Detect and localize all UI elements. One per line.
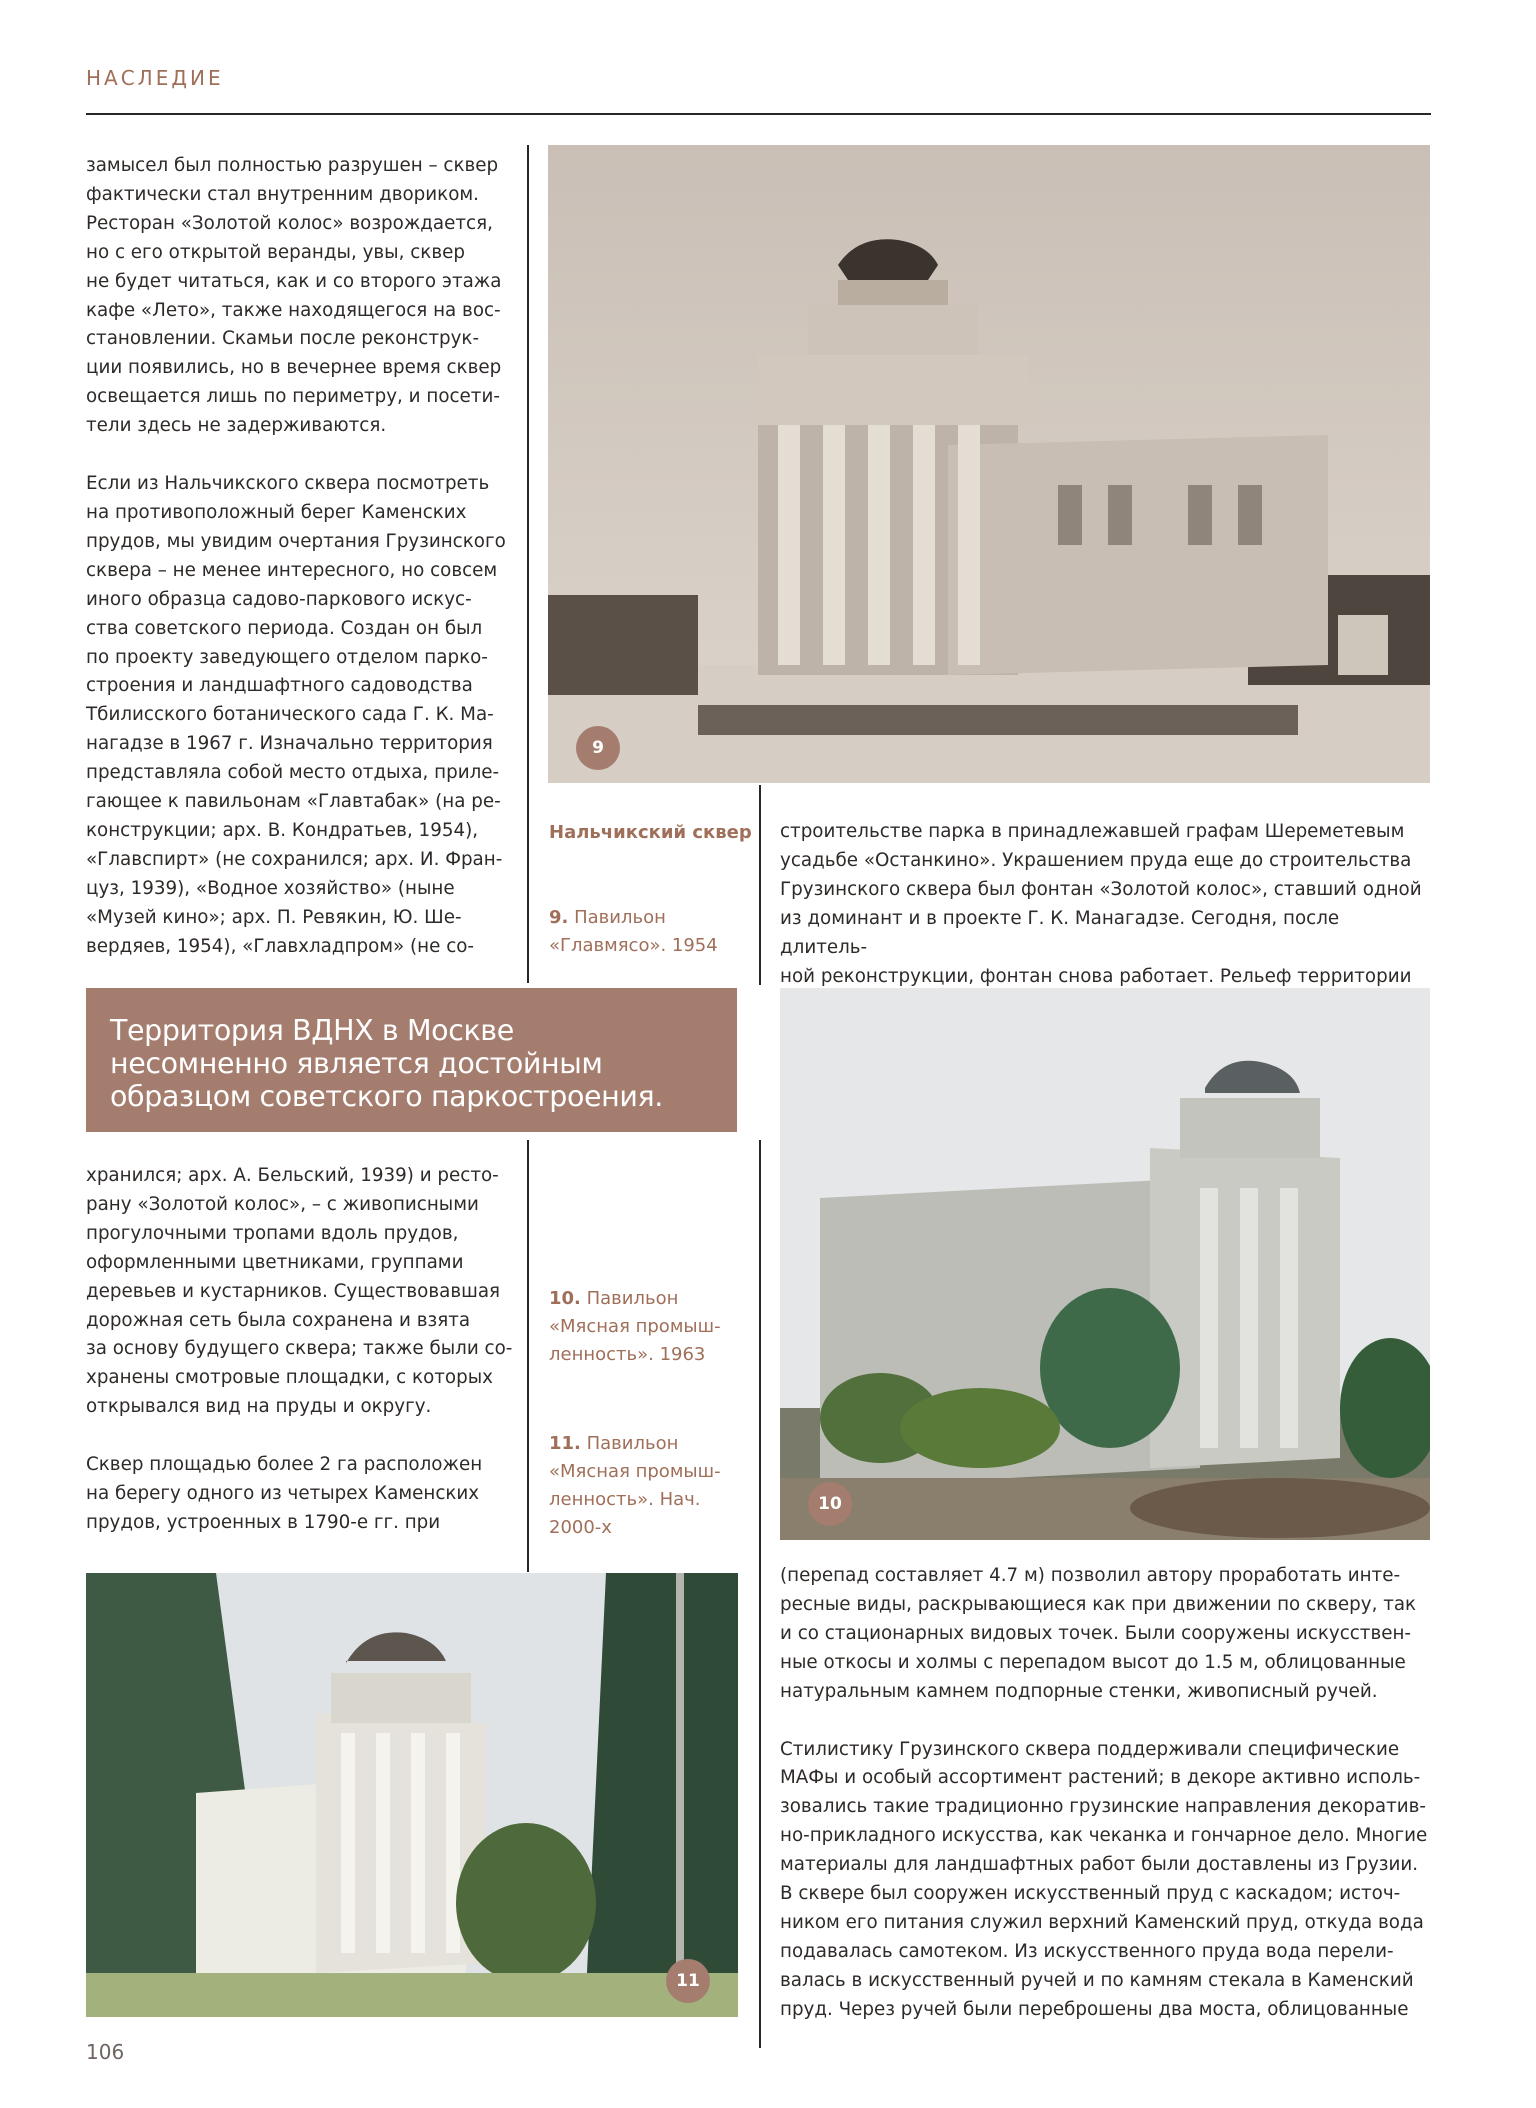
column-rule-right-top [759, 785, 761, 985]
pull-quote [86, 988, 737, 1132]
right-column-mid [780, 818, 1430, 991]
photo-11-myasnaya-promyshlennost [86, 1573, 738, 2017]
left-column-top [86, 152, 526, 961]
column-rule-right-bottom [759, 1140, 761, 2048]
paragraph: Сквер площадью более 2 га расположен на берегу одного из четырех Каменских прудов, устроенных в 1790-е гг. при [86, 1454, 483, 1533]
caption-9: 9. Павильон «Главмясо». 1954 [549, 907, 718, 956]
caption-title: Нальчикский сквер [549, 822, 752, 843]
header-rule [86, 113, 1431, 115]
photo-number-badge: 11 [666, 1959, 710, 2003]
paragraph: замысел был полностью разрушен – сквер фактически стал внутренним двориком. Ресторан «Золотой колос» возрождается, но с его открытой веранды, увы, сквер не будет читаться, как и со второго этажа кафе «Лето», также находящегося на вос- становлении. Скамьи после реконструк- ции появились, но в вечернее время сквер освещается лишь по периметру, и посети- тели здесь не задерживаются. [86, 155, 502, 437]
caption-11: 11. Павильон «Мясная промыш- ленность». Нач. 2000-х [549, 1433, 721, 1538]
caption-10: 10. Павильон «Мясная промыш- ленность». 1963 [549, 1288, 721, 1365]
left-column-bottom [86, 1162, 526, 1538]
paragraph: строительстве парка в принадлежавшей графам Шереметевым усадьбе «Останкино». Украшением пруда еще до строительства Грузинского сквера был фонтан «Золотой колос», ставший одной из доминант и в проекте Г. К. Манагадзе. Сегодня, после длитель- ной реконструкции, фонтан снова работает. Рельеф территории [780, 821, 1422, 987]
photo-number-badge: 9 [576, 726, 620, 770]
column-rule-left-bottom [527, 1140, 529, 1572]
paragraph: Если из Нальчикского сквера посмотреть на противоположный берег Каменских прудов, мы увидим очертания Грузинского сквера – не менее интересного, но совсем иного образца садово-паркового искус- ства советского периода. Создан он был по проекту заведующего отделом парко- строения и ландшафтного садоводства Тбилисского ботанического сада Г. К. Ма- нагадзе в 1967 г. Изначально территория представляла собой место отдыха, приле- гающее к павильонам «Главтабак» (на ре- конструкции; арх. В. Кондратьев, 1954), «Главспирт» (не сохранился; арх. И. Фран- цуз, 1939), «Водное хозяйство» (ныне «Музей кино»; арх. П. Ревякин, Ю. Ше- вердяев, 1954), «Главхладпром» (не со- [86, 473, 506, 957]
photo-10-myasnaya-promyshlennost [780, 988, 1430, 1540]
pull-quote-text: Территория ВДНХ в Москве несомненно является достойным образцом советского паркостроения. [110, 1014, 663, 1113]
section-label: НАСЛЕДИЕ [86, 66, 224, 90]
page-number: 106 [86, 2040, 125, 2064]
photo-9-glavmyaso [548, 145, 1430, 783]
paragraph: (перепад составляет 4.7 м) позволил автору проработать инте- ресные виды, раскрывающиеся как при движении по скверу, так и со стационарных видовых точек. Были сооружены искусствен- ные откосы и холмы с перепадом высот до 1.5 м, облицованные натуральным камнем подпорные стенки, живописный ручей. [780, 1565, 1417, 1702]
column-rule-left-top [527, 145, 529, 983]
paragraph: хранился; арх. А. Бельский, 1939) и ресто- рану «Золотой колос», – с живописными прогулочными тропами вдоль прудов, оформленными цветниками, группами деревьев и кустарников. Существовавшая дорожная сеть была сохранена и взята за основу будущего сквера; также были со- хранены смотровые площадки, с которых открывался вид на пруды и округу. [86, 1165, 513, 1418]
photo-number-badge: 10 [808, 1482, 852, 1526]
right-column-bottom [780, 1562, 1430, 2025]
paragraph: Стилистику Грузинского сквера поддерживали специфические МАФы и особый ассортимент растений; в декоре активно исполь- зовались такие традиционно грузинские направления декоратив- но-прикладного искусства, как чеканка и гончарное дело. Многие материалы для ландшафтных работ были доставлены из Грузии. В сквере был сооружен искусственный пруд с каскадом; источ- ником его питания служил верхний Каменский пруд, откуда вода подавалась самотеком. Из искусственного пруда вода перели- валась в искусственный ручей и по камням стекала в Каменский пруд. Через ручей были переброшены два моста, облицованные [780, 1738, 1428, 2020]
